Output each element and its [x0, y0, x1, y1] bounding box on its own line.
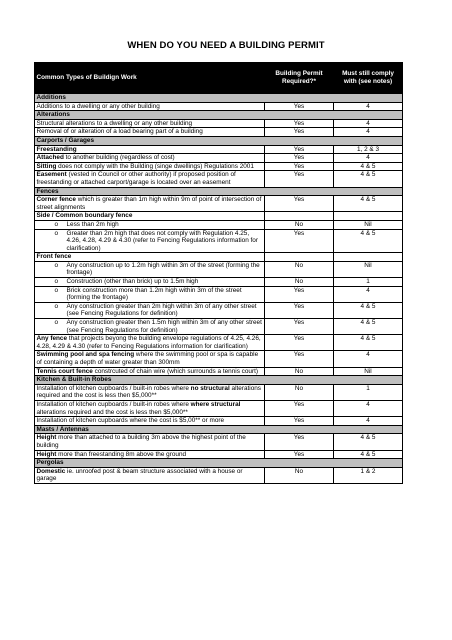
subheading-row	[35, 253, 403, 262]
work-description	[35, 229, 265, 253]
notes-value: 4 & 5	[334, 434, 403, 450]
work-description	[35, 367, 265, 376]
work-keyword: Sitting	[36, 162, 57, 170]
page-title: WHEN DO YOU NEED A BUILDING PERMIT	[127, 40, 325, 51]
permit-value: Yes	[265, 102, 334, 111]
notes-value: Nil	[334, 220, 403, 229]
table-row	[35, 335, 403, 351]
bullet-marker: o	[54, 302, 59, 310]
work-detail: alterations required and the cost is less then $5,000**	[36, 408, 188, 416]
work-keyword: Height	[36, 450, 57, 458]
work-description: Additions to a dwelling or any other building	[35, 102, 265, 111]
notes-value: 4	[334, 119, 403, 128]
permit-value: Yes	[265, 119, 334, 128]
permit-value: Yes	[265, 154, 334, 163]
work-keyword: Height	[36, 434, 57, 442]
table-row	[35, 145, 403, 154]
permit-value: No	[265, 467, 334, 483]
table-row	[35, 154, 403, 163]
table-row	[35, 171, 403, 187]
section-label: Pergolas	[35, 459, 403, 468]
permit-value: Yes	[265, 302, 334, 318]
subheading-label: Side / Common boundary fence	[35, 212, 265, 221]
work-keyword: Corner fence	[36, 196, 76, 204]
notes-value: 4	[334, 400, 403, 416]
work-detail: alterations required and the cost is less then $5,000**	[36, 384, 261, 400]
notes-value: Nil	[334, 367, 403, 376]
table-row	[35, 196, 403, 212]
table-row	[35, 450, 403, 459]
notes-value: 4	[334, 154, 403, 163]
work-detail: more than attached to a building 3m above the highest point of the building	[36, 434, 246, 449]
permit-value: Yes	[265, 286, 334, 302]
subheading-label: Front fence	[35, 253, 265, 262]
table-header-row	[35, 63, 403, 94]
section-label: Fences	[35, 187, 403, 196]
permit-value: Yes	[265, 171, 334, 187]
permit-value: Yes	[265, 450, 334, 459]
permit-value: Yes	[265, 229, 334, 253]
table-row	[35, 384, 403, 400]
table-row	[35, 162, 403, 171]
work-keyword: no structural	[190, 384, 230, 392]
notes-value: 1 & 2	[334, 467, 403, 483]
notes-value: 1, 2 & 3	[334, 145, 403, 154]
notes-value: 4 & 5	[334, 171, 403, 187]
section-row	[35, 111, 403, 120]
section-row	[35, 187, 403, 196]
section-row	[35, 425, 403, 434]
work-detail: Greater than 2m high that does not comply with Regulation 4.25, 4.26, 4.28, 4.29 & 4.30 (refer to Fencing Regulations information for clarification)	[66, 229, 258, 252]
work-detail: which is greater than 1m high within 9m of point of intersection of street alignments	[36, 196, 262, 211]
work-description	[35, 220, 265, 229]
table-row	[35, 319, 403, 335]
section-label: Kitchen & Built-in Robes	[35, 376, 403, 385]
section-label: Masts / Antennas	[35, 425, 403, 434]
work-description	[35, 467, 265, 483]
bullet-marker: o	[54, 261, 59, 269]
permit-value: No	[265, 261, 334, 277]
section-row	[35, 136, 403, 145]
permit-value: Yes	[265, 162, 334, 171]
permit-value: No	[265, 220, 334, 229]
permit-value: Yes	[265, 335, 334, 351]
notes-value: 4 & 5	[334, 196, 403, 212]
notes-value: 4 & 5	[334, 229, 403, 253]
work-detail: constrcuted of chain wire (which surrounds a tennis court)	[92, 367, 259, 375]
permit-value: Yes	[265, 319, 334, 335]
permit-value: Yes	[265, 400, 334, 416]
notes-value: 4 & 5	[334, 319, 403, 335]
work-description	[35, 145, 265, 154]
bullet-marker: o	[54, 286, 59, 294]
work-description	[35, 286, 265, 302]
work-detail: Installation of kitchen cupboards / built-in robes where	[36, 384, 191, 392]
work-description	[35, 261, 265, 277]
work-detail: to another building (regardless of cost)	[63, 154, 175, 162]
work-description: Structural alterations to a dwelling or any other building	[35, 119, 265, 128]
work-description	[35, 434, 265, 450]
header-must-comply: Must still comply with (see notes)	[334, 63, 403, 94]
permit-value: No	[265, 278, 334, 287]
bullet-marker: o	[54, 319, 59, 327]
notes-value: 4 & 5	[334, 302, 403, 318]
table-row	[35, 467, 403, 483]
header-work-type: Common Types of Buildign Work	[35, 63, 265, 94]
work-detail: Construction (other than brick) up to 1.5m high	[66, 278, 199, 286]
work-detail: Any construction up to 1.2m high within 3m of the street (forming the frontage)	[66, 261, 260, 277]
notes-value: 4	[334, 102, 403, 111]
work-description	[35, 302, 265, 318]
work-detail: does not comply with the Building (singe dwellings) Regulations 2001	[56, 162, 254, 170]
section-label: Additions	[35, 94, 403, 103]
work-description	[35, 162, 265, 171]
section-row	[35, 94, 403, 103]
work-keyword: Freestanding	[36, 145, 77, 153]
table-row	[35, 220, 403, 229]
table-row	[35, 400, 403, 416]
section-row	[35, 459, 403, 468]
permit-value: Yes	[265, 351, 334, 367]
work-detail: where the swimming pool or spa is capable of containing a depth of water greater than 300mm	[36, 351, 259, 366]
work-detail: Any construction greater then 1.5m high within 3m of any other street (see Fencing Regulations for definition)	[66, 319, 262, 334]
header-permit-required: Building Permit Required?*	[265, 63, 334, 94]
section-label: Alterations	[35, 111, 403, 120]
permit-value: Yes	[265, 145, 334, 154]
table-row	[35, 119, 403, 128]
section-row	[35, 376, 403, 385]
work-keyword: Any fence	[36, 335, 68, 343]
work-description	[35, 400, 265, 416]
work-detail: ie. unroofed post & beam structure associated with a house or garage	[36, 467, 243, 483]
table-row	[35, 128, 403, 137]
table-row	[35, 417, 403, 426]
work-keyword: Attached	[36, 154, 64, 162]
work-description	[35, 196, 265, 212]
work-description	[35, 351, 265, 367]
notes-value: 4	[334, 417, 403, 426]
table-row	[35, 351, 403, 367]
notes-value: 4 & 5	[334, 450, 403, 459]
work-detail: (vested in Council or other authority) if proposed position of freestanding or attached carport/garage is located over an easement	[36, 171, 236, 186]
work-keyword: Swimming pool and spa fencing	[36, 351, 135, 359]
notes-value: 4 & 5	[334, 162, 403, 171]
table-row	[35, 278, 403, 287]
notes-value: 4 & 5	[334, 335, 403, 351]
work-description	[35, 319, 265, 335]
work-description	[35, 450, 265, 459]
table-row	[35, 302, 403, 318]
work-keyword: Easement	[36, 171, 67, 179]
work-detail: Less than 2m high	[66, 220, 119, 228]
subheading-row	[35, 212, 403, 221]
work-keyword: Domestic	[36, 467, 66, 475]
work-detail: Brick construction more than 1.2m high within 3m of the street (forming the frontage)	[66, 286, 242, 302]
work-description: Removal of or alteration of a load bearing part of a building	[35, 128, 265, 137]
work-description	[35, 278, 265, 287]
table-row	[35, 434, 403, 450]
bullet-marker: o	[54, 278, 59, 286]
work-keyword: Tennis court fence	[36, 367, 93, 375]
work-keyword: where structural	[190, 400, 241, 408]
work-detail: more than freestanding 8m above the ground	[56, 450, 187, 458]
permit-value: Yes	[265, 196, 334, 212]
work-description	[35, 384, 265, 400]
permit-value: Yes	[265, 128, 334, 137]
notes-value: 1	[334, 278, 403, 287]
work-description	[35, 154, 265, 163]
bullet-marker: o	[54, 229, 59, 237]
permit-value: Yes	[265, 417, 334, 426]
permit-value: No	[265, 384, 334, 400]
permit-table	[34, 62, 403, 484]
table-row	[35, 286, 403, 302]
section-label: Carports / Garages	[35, 136, 403, 145]
notes-value: Nil	[334, 261, 403, 277]
work-detail: that projects beyong the building envelope regulations of 4.25, 4.26, 4.28, 4.29 & 4.30 (refer to Fencing Regulations information for clarification)	[36, 335, 261, 350]
work-detail: Installation of kitchen cupboards / built-in robes where	[36, 400, 191, 408]
permit-value: No	[265, 367, 334, 376]
table-row	[35, 229, 403, 253]
table-row	[35, 261, 403, 277]
work-description	[35, 335, 265, 351]
work-description	[35, 171, 265, 187]
notes-value: 4	[334, 286, 403, 302]
notes-value: 1	[334, 384, 403, 400]
table-row	[35, 102, 403, 111]
notes-value: 4	[334, 128, 403, 137]
permit-value: Yes	[265, 434, 334, 450]
table-row	[35, 367, 403, 376]
work-description: Installation of kitchen cupboards where the cost is $5,00** or more	[35, 417, 265, 426]
work-detail: Any construction greater than 2m high within 3m of any other street (see Fencing Regulations for definition)	[66, 302, 257, 318]
bullet-marker: o	[54, 220, 59, 228]
notes-value: 4	[334, 351, 403, 367]
